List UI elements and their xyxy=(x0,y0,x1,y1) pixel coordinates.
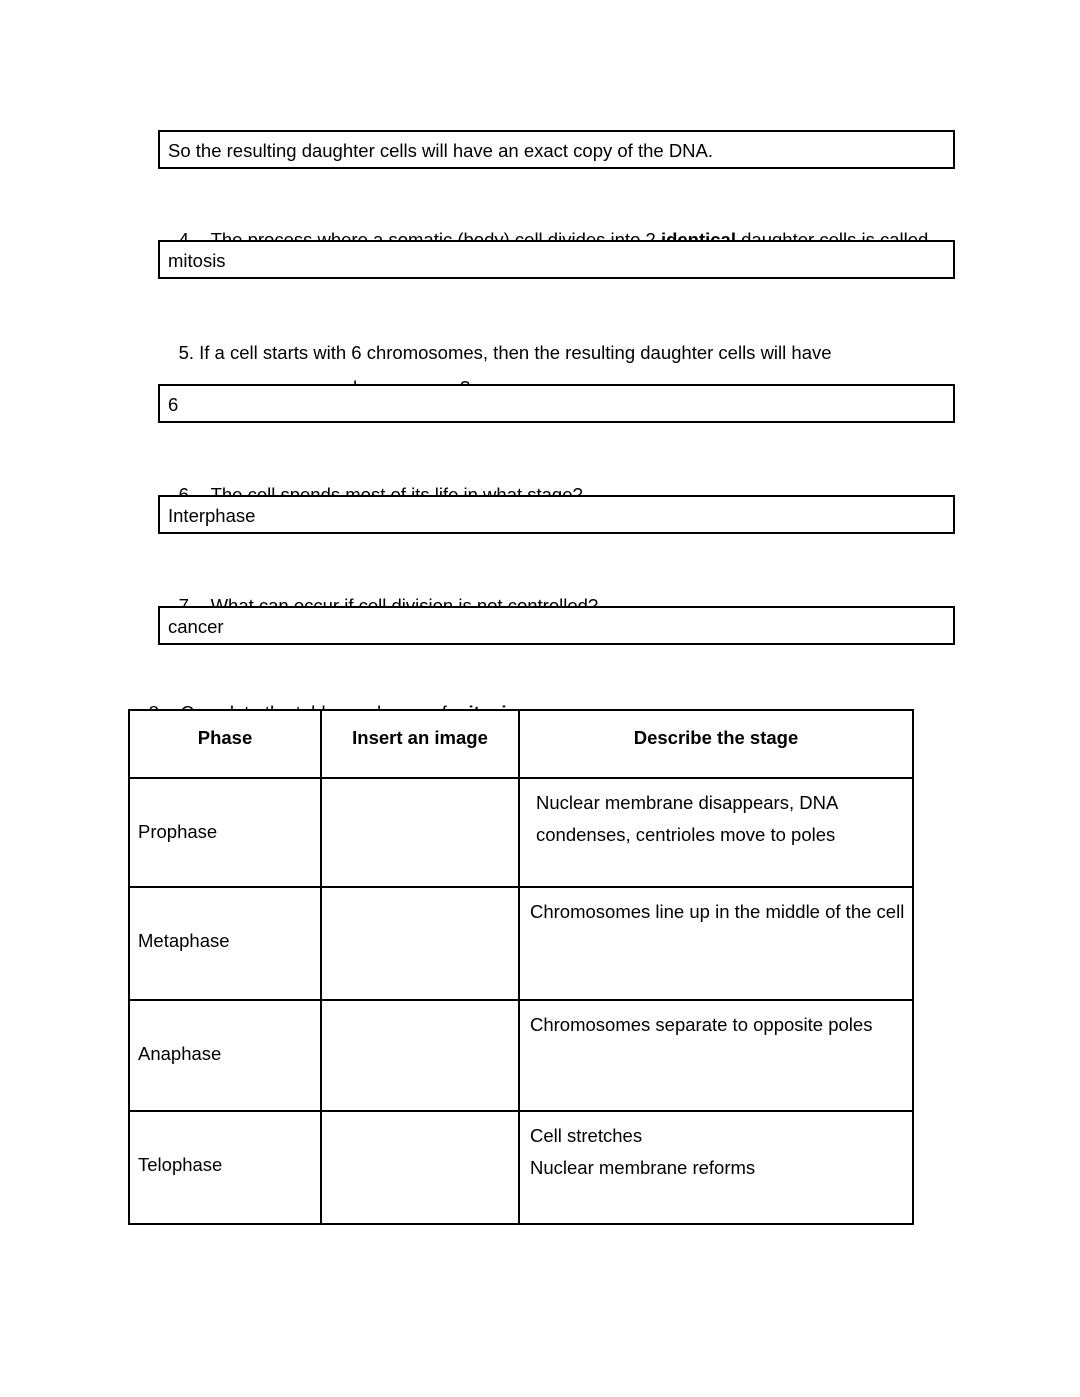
cell-phase-anaphase xyxy=(129,1000,321,1111)
column-header-image xyxy=(321,710,519,778)
answer-box-5[interactable] xyxy=(158,384,955,423)
cell-description-prophase[interactable] xyxy=(519,778,913,887)
description-telophase xyxy=(520,1112,912,1185)
question-5-text-line1: If a cell starts with 6 chromosomes, then the resulting daughter cells will have xyxy=(199,341,832,363)
answer-text-intro: So the resulting daughter cells will have an exact copy of the DNA. xyxy=(168,140,714,161)
phase-label-anaphase: Anaphase xyxy=(138,1043,222,1064)
question-5-number: 5. xyxy=(178,341,194,363)
column-header-describe xyxy=(519,710,913,778)
column-header-describe-label: Describe the stage xyxy=(633,727,799,748)
cell-phase-telophase xyxy=(129,1111,321,1224)
answer-box-7[interactable] xyxy=(158,606,955,645)
table-header-row xyxy=(129,710,913,778)
cell-image-metaphase[interactable] xyxy=(321,887,519,1000)
description-prophase xyxy=(520,779,912,852)
phase-label-prophase: Prophase xyxy=(138,821,218,842)
description-line: Nuclear membrane reforms xyxy=(530,1157,756,1179)
cell-phase-metaphase xyxy=(129,887,321,1000)
answer-text-7: cancer xyxy=(168,616,224,637)
column-header-phase xyxy=(129,710,321,778)
description-line: Cell stretches xyxy=(530,1125,643,1146)
table-row xyxy=(129,887,913,1000)
description-anaphase xyxy=(520,1001,912,1041)
description-line: Chromosomes line up in the middle of the cell xyxy=(530,901,905,922)
description-line: Nuclear membrane disappears, DNA xyxy=(536,792,839,813)
table-row xyxy=(129,778,913,887)
mitosis-phases-table xyxy=(128,709,914,1225)
cell-image-telophase[interactable] xyxy=(321,1111,519,1224)
answer-box-4[interactable] xyxy=(158,240,955,279)
phase-label-metaphase: Metaphase xyxy=(138,930,230,951)
description-line: condenses, centrioles move to poles xyxy=(536,824,836,846)
answer-text-6: Interphase xyxy=(168,505,256,526)
answer-box-intro[interactable] xyxy=(158,130,955,169)
answer-text-4: mitosis xyxy=(168,250,226,271)
cell-description-anaphase[interactable] xyxy=(519,1000,913,1111)
answer-box-6[interactable] xyxy=(158,495,955,534)
description-line: Chromosomes separate to opposite poles xyxy=(530,1014,873,1035)
cell-description-telophase[interactable] xyxy=(519,1111,913,1224)
description-metaphase xyxy=(520,888,912,928)
cell-image-prophase[interactable] xyxy=(321,778,519,887)
cell-description-metaphase[interactable] xyxy=(519,887,913,1000)
column-header-phase-label: Phase xyxy=(197,727,253,748)
cell-image-anaphase[interactable] xyxy=(321,1000,519,1111)
answer-text-5: 6 xyxy=(168,394,179,415)
cell-phase-prophase xyxy=(129,778,321,887)
table-row xyxy=(129,1000,913,1111)
column-header-image-label: Insert an image xyxy=(352,727,488,748)
phase-label-telophase: Telophase xyxy=(138,1154,223,1175)
table-row xyxy=(129,1111,913,1224)
